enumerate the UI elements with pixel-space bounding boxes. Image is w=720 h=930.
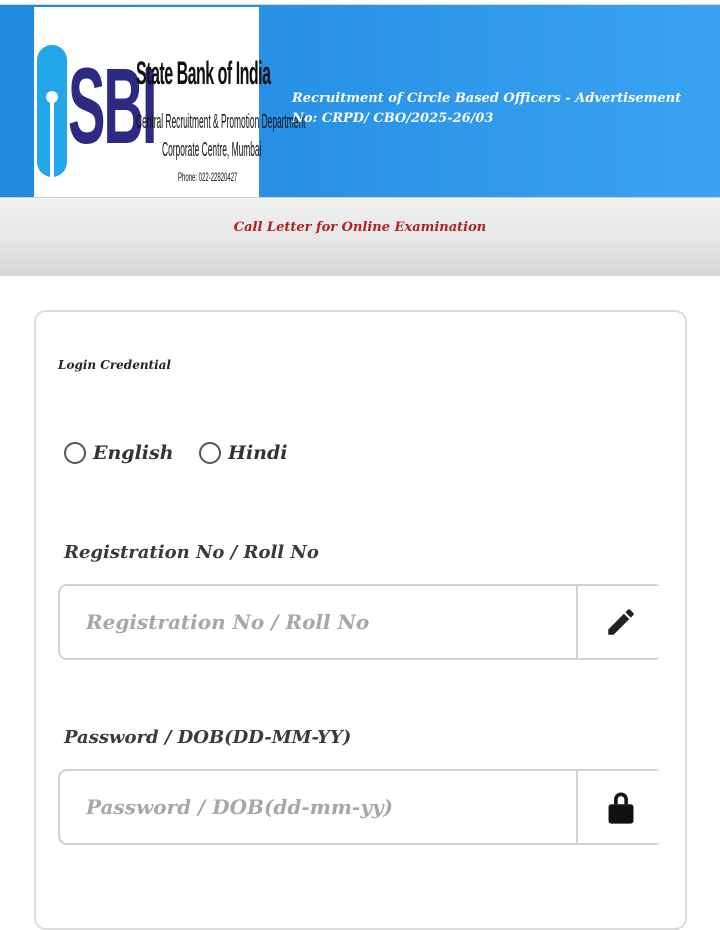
sbi-keyhole-icon <box>37 45 67 177</box>
english-radio-label[interactable]: English <box>93 442 174 464</box>
password-input-group <box>58 769 663 845</box>
password-input[interactable] <box>60 771 576 843</box>
registration-label: Registration No / Roll No <box>64 542 319 563</box>
pencil-icon <box>604 605 638 639</box>
page-title: Call Letter for Online Examination <box>233 220 487 235</box>
logo-department: Central Recruitment & Promotion Department <box>136 111 306 133</box>
subheader-bar <box>0 197 720 276</box>
hindi-radio[interactable] <box>199 442 221 464</box>
login-panel <box>34 310 687 930</box>
recruitment-number: No: CRPD/ CBO/2025-26/03 <box>292 111 494 126</box>
lock-icon <box>604 789 638 825</box>
header-banner <box>0 5 720 197</box>
password-label: Password / DOB(DD-MM-YY) <box>64 727 352 748</box>
registration-addon <box>576 586 663 658</box>
logo-mark: SBI <box>68 45 156 166</box>
registration-input-group <box>58 584 663 660</box>
sbi-logo <box>34 7 306 197</box>
registration-input[interactable] <box>60 586 576 658</box>
recruitment-title: Recruitment of Circle Based Officers - Advertisement <box>292 91 682 106</box>
panel-title: Login Credential <box>58 358 171 372</box>
password-addon <box>576 771 663 843</box>
logo-phone: Phone: 022-22820427 <box>178 170 238 184</box>
logo-centre: Corporate Centre, Mumbai <box>162 139 262 161</box>
english-radio[interactable] <box>64 442 86 464</box>
hindi-radio-label[interactable]: Hindi <box>228 442 288 464</box>
logo-bank-name: State Bank of India <box>136 55 271 91</box>
